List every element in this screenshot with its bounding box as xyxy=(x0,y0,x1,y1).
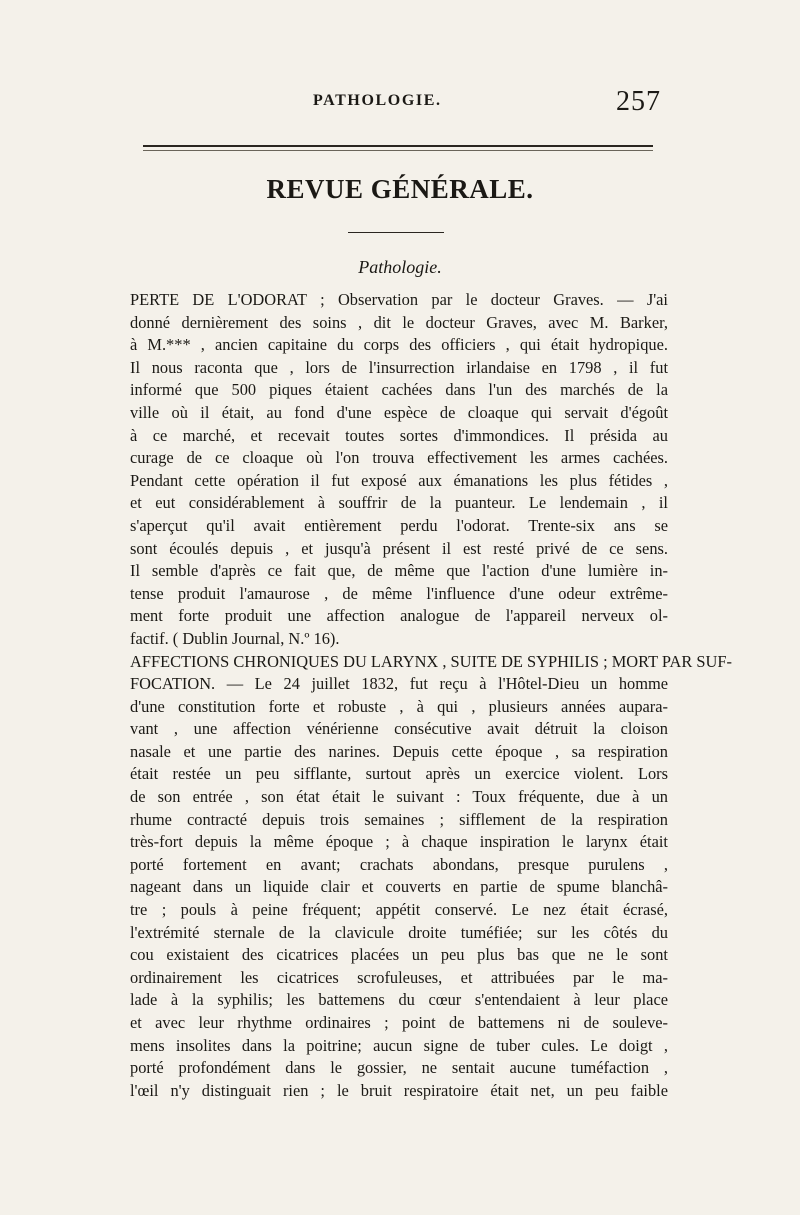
text-line: de son entrée , son état était le suivant : Toux fréquente, due à un xyxy=(130,787,668,807)
text-line: Pendant cette opération il fut exposé aux émanations les plus fétides , xyxy=(130,470,668,490)
text-line: rhume contracté depuis trois semaines ; sifflement de la respiration xyxy=(130,809,668,829)
page-number: 257 xyxy=(616,86,661,117)
text-line: Il nous raconta que , lors de l'insurrection irlandaise en 1798 , il fut xyxy=(130,357,668,377)
text-line: sont écoulés depuis , et jusqu'à présent il est resté privé de ce sens. xyxy=(130,538,668,558)
text-line: très-fort depuis la même époque ; à chaque inspiration le larynx était xyxy=(130,832,668,852)
paragraph-affections-larynx xyxy=(130,651,732,1103)
page-title: REVUE GÉNÉRALE. xyxy=(266,174,534,204)
text-line: à M.*** , ancien capitaine du corps des officiers , qui était hydropique. xyxy=(130,335,668,355)
text-line: nasale et une partie des narines. Depuis cette époque , sa respiration xyxy=(130,741,668,761)
running-head: PATHOLOGIE. xyxy=(313,92,442,109)
text-line: mens insolites dans la poitrine; aucun signe de tuber cules. Le doigt , xyxy=(130,1035,668,1055)
text-line: était restée un peu sifflante, surtout après un exercice violent. Lors xyxy=(130,764,668,784)
text-line: et eut considérablement à souffrir de la puanteur. Le lendemain , il xyxy=(130,493,668,513)
text-line: nageant dans un liquide clair et couverts en partie de spume blanchâ- xyxy=(130,877,668,897)
title-rule xyxy=(348,232,444,233)
article-body xyxy=(130,289,732,1102)
text-line: et avec leur rhythme ordinaires ; point de battemens ni de souleve- xyxy=(130,1013,668,1032)
text-line: ordinairement les cicatrices scrofuleuses, et attribuées par le ma- xyxy=(130,967,668,987)
text-line: à ce marché, et recevait toutes sortes d'immondices. Il présida au xyxy=(130,425,668,445)
section-heading: Pathologie. xyxy=(358,257,442,277)
text-line: s'aperçut qu'il avait entièrement perdu l'odorat. Trente-six ans se xyxy=(130,515,668,535)
text-line: PERTE DE L'ODORAT ; Observation par le docteur Graves. — J'ai xyxy=(130,290,668,309)
text-line: ment forte produit une affection analogue de l'appareil nerveux ol- xyxy=(130,606,668,626)
text-line: lade à la syphilis; les battemens du cœur s'entendaient à leur place xyxy=(130,990,668,1010)
text-line: tense produit l'amaurose , de même l'influence d'une odeur extrême- xyxy=(130,583,668,603)
text-line: factif. ( Dublin Journal, N.º 16). xyxy=(130,628,340,648)
text-line: ville où il était, au fond d'une espèce de cloaque qui servait d'égoût xyxy=(130,402,668,422)
header-rule xyxy=(143,145,653,151)
text-line: cou existaient des cicatrices placées un peu plus bas que ne le sont xyxy=(130,945,668,965)
text-line: informé que 500 piques étaient cachées dans l'un des marchés de la xyxy=(130,380,668,400)
text-line: AFFECTIONS CHRONIQUES DU LARYNX , SUITE DE SYPHILIS ; MORT PAR SUF- xyxy=(130,651,732,671)
text-line: Il semble d'après ce fait que, de même que l'action d'une lumière in- xyxy=(130,561,668,581)
text-line: porté profondément dans le gossier, ne sentait aucune tuméfaction , xyxy=(130,1058,668,1078)
text-line: vant , une affection vénérienne consécutive avait détruit la cloison xyxy=(130,719,668,739)
text-line: tre ; pouls à peine fréquent; appétit conservé. Le nez était écrasé, xyxy=(130,900,668,920)
text-line: l'extrémité sternale de la clavicule droite tuméfiée; sur les côtés du xyxy=(130,922,668,942)
text-line: d'une constitution forte et robuste , à qui , plusieurs années aupara- xyxy=(130,696,668,716)
text-line: donné dernièrement des soins , dit le docteur Graves, avec M. Barker, xyxy=(130,312,668,332)
text-line: curage de ce cloaque où l'on trouva effectivement les armes cachées. xyxy=(130,448,668,468)
text-line: porté fortement en avant; crachats abondans, presque purulens , xyxy=(130,854,668,874)
paragraph-perte-odorat xyxy=(130,289,668,651)
page-header xyxy=(0,88,800,118)
text-line: FOCATION. — Le 24 juillet 1832, fut reçu à l'Hôtel-Dieu un homme xyxy=(130,674,668,694)
text-line: l'œil n'y distinguait rien ; le bruit respiratoire était net, un peu faible xyxy=(130,1080,668,1100)
